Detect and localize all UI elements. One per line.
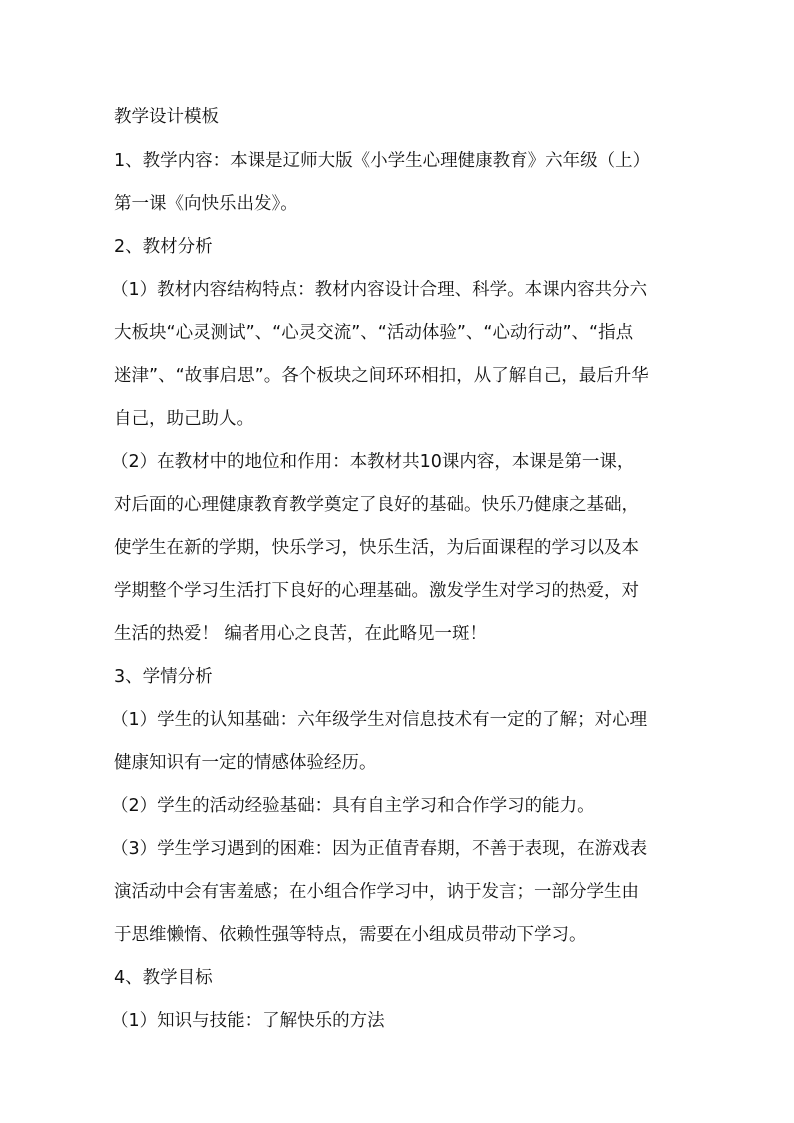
paragraph-line: （3）学生学习遇到的困难：因为正值青春期，不善于表现，在游戏表 (111, 839, 648, 859)
paragraph-line: （1）教材内容结构特点：教材内容设计合理、科学。本课内容共分六 (111, 280, 648, 300)
paragraph-line: 迷津”、“故事启思”。各个板块之间环环相扣，从了解自己，最后升华 (114, 366, 649, 386)
paragraph-line: 自己，助己助人。 (114, 409, 254, 429)
paragraph-line: 大板块“心灵测试”、“心灵交流”、“活动体验”、“心动行动”、“指点 (114, 323, 634, 343)
paragraph-line: （1）学生的认知基础：六年级学生对信息技术有一定的了解；对心理 (111, 710, 648, 730)
paragraph-line: （2）在教材中的地位和作用：本教材共10课内容，本课是第一课， (111, 452, 635, 472)
section-2-heading: 2、教材分析 (114, 237, 213, 257)
section-4-heading: 4、教学目标 (114, 968, 213, 988)
paragraph-line: 使学生在新的学期，快乐学习，快乐生活，为后面课程的学习以及本 (114, 538, 639, 558)
paragraph-line: 演活动中会有害羞感；在小组合作学习中，讷于发言；一部分学生由 (114, 882, 639, 902)
document-title: 教学设计模板 (114, 107, 219, 127)
section-1-heading: 1、教学内容：本课是辽师大版《小学生心理健康教育》六年级（上） (114, 151, 651, 171)
paragraph-line: 生活的热爱！ 编者用心之良苦，在此略见一斑！ (114, 624, 488, 644)
paragraph-line: 对后面的心理健康教育教学奠定了良好的基础。快乐乃健康之基础， (114, 495, 639, 515)
paragraph-line: 健康知识有一定的情感体验经历。 (114, 753, 377, 773)
paragraph-line: （2）学生的活动经验基础：具有自主学习和合作学习的能力。 (111, 796, 595, 816)
section-3-heading: 3、学情分析 (114, 667, 213, 687)
paragraph-line: （1）知识与技能：了解快乐的方法 (111, 1011, 385, 1031)
paragraph-line: 第一课《向快乐出发》。 (114, 194, 298, 214)
paragraph-line: 学期整个学习生活打下良好的心理基础。激发学生对学习的热爱，对 (114, 581, 639, 601)
paragraph-line: 于思维懒惰、依赖性强等特点，需要在小组成员带动下学习。 (114, 925, 587, 945)
